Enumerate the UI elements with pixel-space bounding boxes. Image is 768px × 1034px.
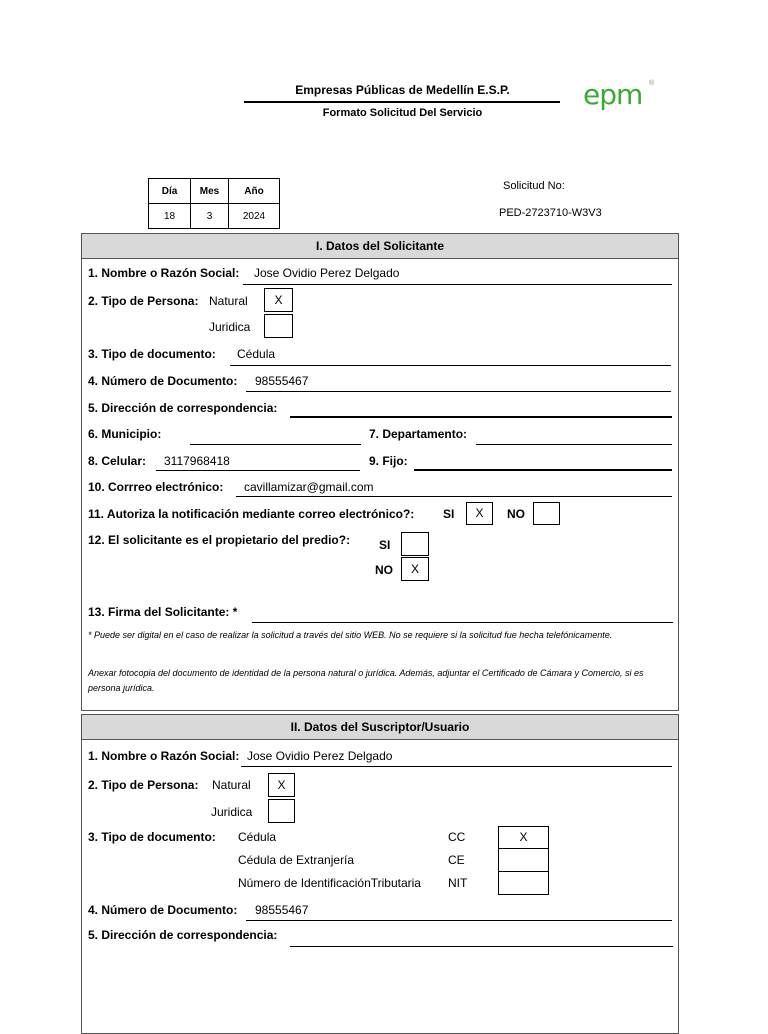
s1-natural-checkbox[interactable]: X	[264, 288, 293, 312]
s2-name-line	[241, 766, 672, 767]
s1-owner-no-checkbox[interactable]: X	[401, 557, 429, 581]
epm-logo-text: epm	[583, 78, 643, 111]
s1-fijo-line	[414, 469, 672, 471]
date-year-value: 2024	[229, 204, 280, 229]
s1-juridica-label: Juridica	[209, 320, 251, 334]
s1-natural-label: Natural	[209, 294, 248, 308]
s1-doc-number-value[interactable]: 98555467	[255, 374, 309, 388]
s2-doc-option-label: Número de IdentificaciónTributaria	[238, 876, 421, 890]
s1-departamento-label: 7. Departamento:	[369, 427, 468, 441]
header-rule	[244, 101, 560, 103]
s1-doc-number-line	[246, 391, 671, 392]
s1-email-value[interactable]: cavillamizar@gmail.com	[244, 480, 374, 494]
s1-email-line	[236, 496, 672, 497]
section-suscriptor-title: II. Datos del Suscriptor/Usuario	[82, 715, 678, 740]
s1-juridica-checkbox[interactable]	[264, 314, 293, 338]
date-header-month: Mes	[191, 179, 229, 204]
s2-doc-number-value[interactable]: 98555467	[255, 903, 309, 917]
s1-signature-label: 13. Firma del Solicitante: *	[88, 605, 238, 619]
request-number-value: PED-2723710-W3V3	[499, 207, 602, 219]
date-table	[148, 178, 280, 229]
s1-notify-no-label: NO	[507, 507, 525, 521]
date-header-year: Año	[229, 179, 280, 204]
s1-departamento-line	[476, 444, 672, 445]
s2-juridica-label: Juridica	[211, 805, 253, 819]
section-solicitante-title: I. Datos del Solicitante	[82, 234, 678, 259]
s2-address-line	[290, 946, 673, 947]
s1-owner-si-label: SI	[379, 538, 391, 552]
s1-owner-label: 12. El solicitante es el propietario del predio?:	[88, 533, 351, 547]
s1-note-attachments: Anexar fotocopia del documento de identidad de la persona natural o jurídica. Además, adjuntar el Certificado de Cámara y Comercio, si es persona jurídica.	[88, 668, 644, 693]
company-name: Empresas Públicas de Medellín E.S.P.	[295, 83, 510, 97]
s2-doc-option-code: CE	[448, 853, 465, 867]
s1-celular-value[interactable]: 3117968418	[164, 454, 230, 468]
s1-doc-type-line	[230, 365, 671, 366]
s2-person-type-label: 2. Tipo de Persona:	[88, 778, 199, 792]
s1-email-label: 10. Corrreo electrónico:	[88, 480, 224, 494]
s1-notify-no-checkbox[interactable]	[533, 502, 560, 525]
s1-notify-label: 11. Autoriza la notificación mediante correo electrónico?:	[88, 507, 415, 521]
s1-celular-label: 8. Celular:	[88, 454, 147, 468]
epm-logo	[583, 80, 663, 120]
form-title: Formato Solicitud Del Servicio	[322, 107, 483, 119]
s2-doc-option-checkbox[interactable]: X	[498, 826, 549, 849]
s1-person-type-label: 2. Tipo de Persona:	[88, 294, 199, 308]
s1-doc-type-label: 3. Tipo de documento:	[88, 347, 216, 361]
s2-doc-number-label: 4. Número de Documento:	[88, 903, 238, 917]
s2-doc-option-code: NIT	[448, 876, 468, 890]
s1-celular-line	[156, 470, 360, 471]
s2-natural-label: Natural	[212, 778, 251, 792]
s2-address-label: 5. Dirección de correspondencia:	[88, 928, 278, 942]
date-month-value: 3	[191, 204, 229, 229]
s1-municipio-label: 6. Municipio:	[88, 427, 162, 441]
s1-name-label: 1. Nombre o Razón Social:	[88, 266, 240, 280]
s2-doc-option-code: CC	[448, 830, 466, 844]
s1-name-value[interactable]: Jose Ovidio Perez Delgado	[254, 266, 400, 280]
s2-doc-type-label: 3. Tipo de documento:	[88, 830, 216, 844]
s1-doc-type-value[interactable]: Cédula	[237, 347, 276, 361]
s1-address-label: 5. Dirección de correspondencia:	[88, 401, 278, 415]
s1-notify-si-checkbox[interactable]: X	[466, 502, 493, 525]
s1-doc-number-label: 4. Número de Documento:	[88, 374, 238, 388]
date-header-day: Día	[149, 179, 191, 204]
s2-juridica-checkbox[interactable]	[268, 799, 295, 823]
s1-notify-si-label: SI	[443, 507, 455, 521]
s1-signature-line[interactable]	[252, 622, 673, 623]
s1-name-line	[243, 284, 672, 285]
date-day-value: 18	[149, 204, 191, 229]
s2-doc-option-label: Cédula de Extranjería	[238, 853, 355, 867]
s1-note-signature: * Puede ser digital en el caso de realizar la solicitud a través del sitio WEB. No se requiere si la solicitud fue hecha telefónicamente.	[88, 630, 613, 640]
s2-doc-option-label: Cédula	[238, 830, 277, 844]
s1-fijo-label: 9. Fijo:	[369, 454, 408, 468]
s2-doc-option-checkbox[interactable]	[498, 848, 549, 872]
s1-municipio-line	[190, 444, 361, 445]
s2-doc-option-checkbox[interactable]	[498, 871, 549, 895]
request-number-label: Solicitud No:	[503, 180, 565, 192]
s1-address-line	[290, 416, 672, 418]
registered-mark-icon: ®	[649, 80, 655, 87]
s2-name-value[interactable]: Jose Ovidio Perez Delgado	[247, 749, 393, 763]
s1-owner-si-checkbox[interactable]	[401, 532, 429, 556]
s1-owner-no-label: NO	[375, 563, 393, 577]
s2-natural-checkbox[interactable]: X	[268, 773, 295, 797]
s2-doc-number-line	[246, 920, 672, 921]
s2-name-label: 1. Nombre o Razón Social:	[88, 749, 240, 763]
